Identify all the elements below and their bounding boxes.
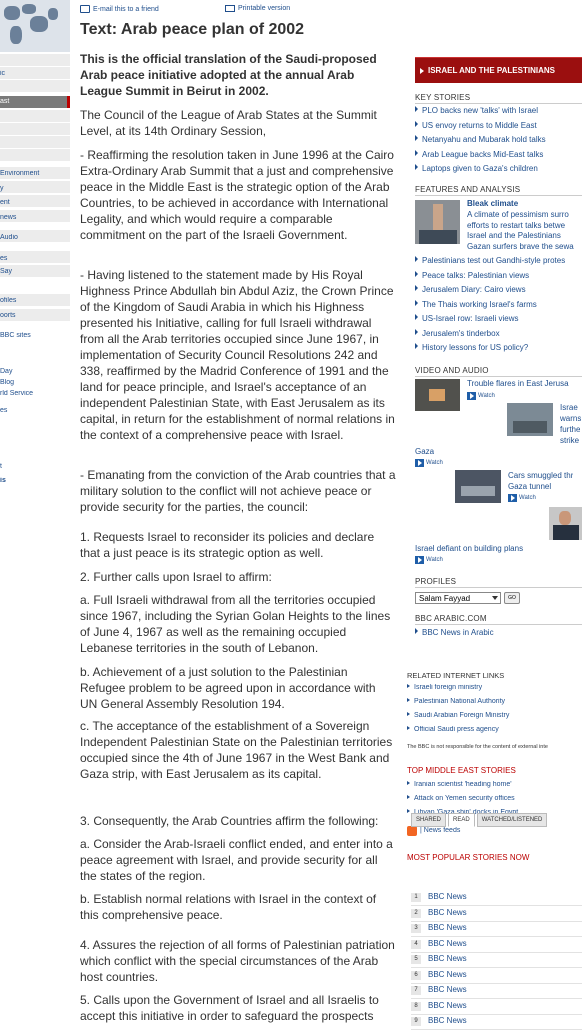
printable-version-link[interactable]: Printable version bbox=[225, 5, 290, 12]
article-paragraph: a. Consider the Arab-Israeli conflict ended, and enter into a peace agreement with Israel, and provide security for all the states of the region. bbox=[80, 837, 393, 883]
popular-story-row[interactable] bbox=[411, 938, 582, 953]
video-title-link[interactable]: strike bbox=[560, 436, 580, 445]
feature-link[interactable]: Peace talks: Palestinian views bbox=[415, 271, 582, 280]
rank-number: 9 bbox=[411, 1017, 421, 1026]
tab-watched-listened[interactable]: WATCHED/LISTENED bbox=[477, 813, 548, 827]
sidebar-item[interactable]: ic bbox=[0, 70, 6, 77]
article-paragraph: c. The acceptance of the establishment of a Sovereign Independent Palestinian State on the Palestinian territories occupied since the 4th of June 1967 in the West Bank and Gaza strip, with East Jerusalem as its capital. bbox=[80, 719, 393, 781]
profiles-select[interactable]: Salam Fayyad bbox=[415, 592, 501, 604]
internet-link[interactable]: Israeli foreign ministry bbox=[407, 684, 582, 691]
feature-lead-title[interactable]: Bleak climate bbox=[467, 199, 519, 208]
popular-story-row[interactable] bbox=[411, 984, 582, 999]
rss-icon[interactable] bbox=[407, 826, 417, 836]
rank-number: 3 bbox=[411, 924, 421, 933]
article-intro: This is the official translation of the Saudi-proposed Arab peace initiative adopted at the annual Arab League Summit in Beirut in 2002. bbox=[80, 52, 377, 98]
feature-lead-text[interactable]: Israel and the Palestinians bbox=[467, 231, 561, 240]
key-story-link[interactable]: PLO backs new 'talks' with Israel bbox=[415, 106, 582, 115]
play-icon bbox=[415, 556, 424, 564]
article-paragraph: 2. Further calls upon Israel to affirm: bbox=[80, 570, 272, 584]
article-paragraph: 3. Consequently, the Arab Countries affirm the following: bbox=[80, 814, 379, 828]
bbc-arabic-link[interactable]: BBC News in Arabic bbox=[415, 628, 582, 637]
printer-icon bbox=[225, 5, 235, 12]
external-disclaimer: The BBC is not responsible for the content of external inte bbox=[407, 744, 548, 750]
bullet-arrow-icon bbox=[407, 726, 410, 730]
sidebar-item[interactable]: es bbox=[0, 255, 8, 262]
feature-lead-text[interactable]: efforts to restart talks betwe bbox=[467, 220, 566, 230]
article-paragraph: 1. Requests Israel to reconsider its policies and declare that a just peace is its strategic option as well. bbox=[80, 530, 375, 560]
article-paragraph: - Emanating from the conviction of the Arab countries that a military solution to the conflict will not achieve peace or provide security for the parties, the council: bbox=[80, 468, 396, 514]
bullet-arrow-icon bbox=[407, 809, 410, 813]
popular-story-link[interactable]: BBC News bbox=[428, 938, 467, 948]
rank-number: 2 bbox=[411, 909, 421, 918]
bullet-arrow-icon bbox=[415, 121, 418, 127]
bullet-arrow-icon bbox=[415, 150, 418, 156]
feature-thumbnail[interactable] bbox=[415, 200, 460, 244]
popular-story-link[interactable]: BBC News bbox=[428, 1016, 467, 1025]
bullet-arrow-icon bbox=[415, 343, 418, 349]
watch-button[interactable]: Watch bbox=[467, 391, 495, 400]
bullet-arrow-icon bbox=[415, 135, 418, 141]
popular-story-link[interactable]: BBC News bbox=[428, 954, 467, 963]
top-story-link[interactable]: Attack on Yemen security offices bbox=[407, 795, 582, 802]
rank-number: 1 bbox=[411, 893, 421, 902]
sidebar-item[interactable]: Blog bbox=[0, 379, 15, 386]
article-paragraph: - Reaffirming the resolution taken in June 1996 at the Cairo Extra-Ordinary Arab Summit that a just and comprehensive peace in the Middle East is the strategic option of the Arab Countries, to be achieved in accordance with International Legality, and which would require a comparable commitment on the part of the Israeli Government. bbox=[80, 148, 394, 242]
sidebar-item[interactable]: Audio bbox=[0, 234, 18, 241]
video-thumbnail[interactable] bbox=[549, 507, 582, 540]
key-stories-title: KEY STORIES bbox=[415, 93, 471, 102]
sidebar-item[interactable]: t bbox=[0, 463, 2, 470]
popular-story-row[interactable] bbox=[411, 1000, 582, 1015]
left-navigation bbox=[0, 0, 70, 1024]
internet-link[interactable]: Official Saudi press agency bbox=[407, 726, 582, 733]
bullet-arrow-icon bbox=[415, 300, 418, 306]
video-title-link[interactable]: Cars smuggled thr bbox=[508, 471, 574, 480]
rank-number: 6 bbox=[411, 971, 421, 980]
sidebar-item[interactable]: ent bbox=[0, 199, 10, 206]
rank-number: 8 bbox=[411, 1002, 421, 1011]
go-button[interactable]: GO bbox=[504, 592, 520, 604]
top-stories-title: TOP MIDDLE EAST STORIES bbox=[407, 766, 516, 775]
watch-button[interactable]: Watch bbox=[415, 555, 443, 564]
popular-story-row[interactable] bbox=[411, 1015, 582, 1030]
features-title: FEATURES AND ANALYSIS bbox=[415, 185, 521, 194]
video-thumbnail[interactable] bbox=[507, 403, 553, 436]
feature-link[interactable]: US-Israel row: Israeli views bbox=[415, 314, 582, 323]
key-story-link[interactable]: US envoy returns to Middle East bbox=[415, 121, 582, 130]
popular-story-row[interactable] bbox=[411, 907, 582, 922]
internet-link[interactable]: Saudi Arabian Foreign Ministry bbox=[407, 712, 582, 719]
article-paragraph: - Having listened to the statement made by His Royal Highness Prince Abdullah bin Abdul Aziz, the Crown Prince of the Kingdom of Saudi Arabia in which his Highness presented his Initiative, calling for full Israeli withdrawal from all the Arab territories occupied since June 1967, in implementation of Security Council Resolutions 242 and 338, reaffirmed by the Madrid Conference of 1991 and the land for peace principle, and Israel's acceptance of an independent Palestinian State, with East Jerusalem as its capital, in return for the establishment of normal relations in the context of a comprehensive peace with Israel. bbox=[80, 268, 395, 442]
bullet-arrow-icon bbox=[415, 628, 418, 634]
rank-number: 5 bbox=[411, 955, 421, 964]
play-icon bbox=[467, 392, 476, 400]
video-title-link[interactable]: Gaza bbox=[415, 447, 435, 456]
sidebar-item[interactable]: oorts bbox=[0, 312, 16, 319]
video-thumbnail[interactable] bbox=[415, 379, 460, 411]
top-story-link[interactable]: Iranian scientist 'heading home' bbox=[407, 781, 582, 788]
sidebar-item[interactable]: y bbox=[0, 185, 4, 192]
bullet-arrow-icon bbox=[415, 256, 418, 262]
rank-number: 4 bbox=[411, 940, 421, 949]
video-audio-title: VIDEO AND AUDIO bbox=[415, 366, 489, 375]
page-title: Text: Arab peace plan of 2002 bbox=[80, 21, 305, 38]
popular-story-link[interactable]: BBC News bbox=[428, 892, 467, 901]
popular-story-link[interactable]: BBC News bbox=[428, 1000, 467, 1010]
email-friend-link[interactable]: E-mail this to a friend bbox=[80, 5, 159, 13]
tab-read[interactable]: READ bbox=[448, 813, 475, 827]
article-paragraph: a. Full Israeli withdrawal from all the territories occupied since 1967, including the Syrian Golan Heights to the lines of June 4, 1967 as well as the remaining occupied Lebanese territories in the south of Lebanon. bbox=[80, 593, 391, 655]
play-icon bbox=[415, 459, 424, 467]
popular-story-row[interactable] bbox=[411, 922, 582, 937]
sidebar-item[interactable]: Day bbox=[0, 368, 13, 375]
sidebar-item-selected[interactable]: ast bbox=[0, 96, 70, 108]
video-title-link[interactable]: Trouble flares in East Jerusa bbox=[467, 379, 569, 388]
sidebar-item[interactable]: Say bbox=[0, 268, 13, 275]
rank-number: 7 bbox=[411, 986, 421, 995]
popular-story-row[interactable] bbox=[411, 969, 582, 984]
bullet-arrow-icon bbox=[407, 795, 410, 799]
popular-story-link[interactable]: BBC News bbox=[428, 985, 467, 994]
feature-link[interactable]: History lessons for US policy? bbox=[415, 343, 582, 352]
sidebar-item[interactable]: news bbox=[0, 214, 17, 221]
popular-story-link[interactable]: BBC News bbox=[428, 969, 467, 979]
internet-link[interactable]: Palestinian National Authority bbox=[407, 698, 582, 705]
feature-lead-text[interactable]: Gazan surfers brave the sewa bbox=[467, 241, 574, 251]
sidebar-item[interactable]: Environment bbox=[0, 170, 40, 177]
watch-button[interactable]: Watch bbox=[415, 458, 443, 467]
bullet-arrow-icon bbox=[415, 329, 418, 335]
video-title-link[interactable]: furthe bbox=[560, 425, 581, 434]
article-toolbar bbox=[80, 5, 396, 15]
video-title-link[interactable]: Gaza tunnel bbox=[508, 482, 552, 491]
article-paragraph: b. Establish normal relations with Israel in the context of this comprehensive peace. bbox=[80, 892, 377, 922]
bullet-arrow-icon bbox=[415, 271, 418, 277]
video-title-link[interactable]: Israel defiant on building plans bbox=[415, 544, 524, 553]
sidebar-item[interactable]: es bbox=[0, 407, 8, 414]
sidebar-item[interactable]: BBC sites bbox=[0, 332, 31, 339]
article-paragraph: 4. Assures the rejection of all forms of Palestinian patriation which conflict with the special circumstances of the Arab host countries. bbox=[80, 938, 395, 984]
key-story-link[interactable]: Netanyahu and Mubarak hold talks bbox=[415, 135, 582, 144]
bbc-arabic-title: BBC ARABIC.COM bbox=[415, 614, 487, 623]
feature-lead-text[interactable]: A climate of pessimism surro bbox=[467, 210, 569, 219]
topic-header[interactable]: ISRAEL AND THE PALESTINIANS bbox=[415, 57, 582, 83]
tab-shared[interactable]: SHARED bbox=[411, 813, 446, 827]
bullet-arrow-icon bbox=[415, 106, 418, 112]
popular-story-row[interactable] bbox=[411, 891, 582, 906]
play-icon bbox=[508, 494, 517, 502]
article-paragraph: The Council of the League of Arab States at the Summit Level, at its 14th Ordinary Session, bbox=[80, 108, 377, 138]
feature-link[interactable]: The Thais working Israel's farms bbox=[415, 300, 582, 309]
bullet-arrow-icon bbox=[415, 285, 418, 291]
bullet-arrow-icon bbox=[415, 314, 418, 320]
bullet-arrow-icon bbox=[415, 164, 418, 170]
arrow-right-icon bbox=[420, 68, 424, 74]
most-popular-title: MOST POPULAR STORIES NOW bbox=[407, 853, 530, 862]
bullet-arrow-icon bbox=[407, 712, 410, 716]
video-title-link[interactable]: Israe bbox=[560, 403, 578, 412]
article-paragraph: 5. Calls upon the Government of Israel and all Israelis to accept this initiative in order to safeguard the prospects bbox=[80, 993, 379, 1023]
envelope-icon bbox=[80, 5, 90, 13]
profiles-title: PROFILES bbox=[415, 577, 457, 586]
bullet-arrow-icon bbox=[407, 684, 410, 688]
popular-story-link[interactable]: BBC News bbox=[428, 923, 467, 932]
video-thumbnail[interactable] bbox=[455, 470, 501, 503]
bullet-arrow-icon bbox=[407, 781, 410, 785]
article-paragraph: b. Achievement of a just solution to the Palestinian Refugee problem to be agreed upon in accordance with UN General Assembly Resolution 194. bbox=[80, 665, 376, 711]
sidebar-item[interactable]: is bbox=[0, 477, 6, 484]
bullet-arrow-icon bbox=[407, 698, 410, 702]
chevron-down-icon bbox=[492, 596, 498, 600]
bbc-globe-logo[interactable] bbox=[0, 0, 70, 52]
popular-story-row[interactable] bbox=[411, 953, 582, 968]
key-story-link[interactable]: Arab League backs Mid-East talks bbox=[415, 150, 582, 159]
sidebar-item[interactable]: rld Service bbox=[0, 390, 34, 397]
popular-story-link[interactable]: BBC News bbox=[428, 907, 467, 917]
internet-links-title: RELATED INTERNET LINKS bbox=[407, 671, 505, 680]
feature-link[interactable]: Jerusalem Diary: Cairo views bbox=[415, 285, 582, 294]
popular-tabs bbox=[411, 813, 547, 827]
watch-button[interactable]: Watch bbox=[508, 493, 536, 502]
key-story-link[interactable]: Laptops given to Gaza's children bbox=[415, 164, 582, 173]
news-feeds-link[interactable]: | News feeds bbox=[420, 827, 461, 834]
feature-link[interactable]: Jerusalem's tinderbox bbox=[415, 329, 582, 338]
video-title-link[interactable]: warns bbox=[560, 414, 582, 423]
feature-link[interactable]: Palestinians test out Gandhi-style protes bbox=[415, 256, 582, 265]
sidebar-item[interactable]: ofiles bbox=[0, 297, 17, 304]
